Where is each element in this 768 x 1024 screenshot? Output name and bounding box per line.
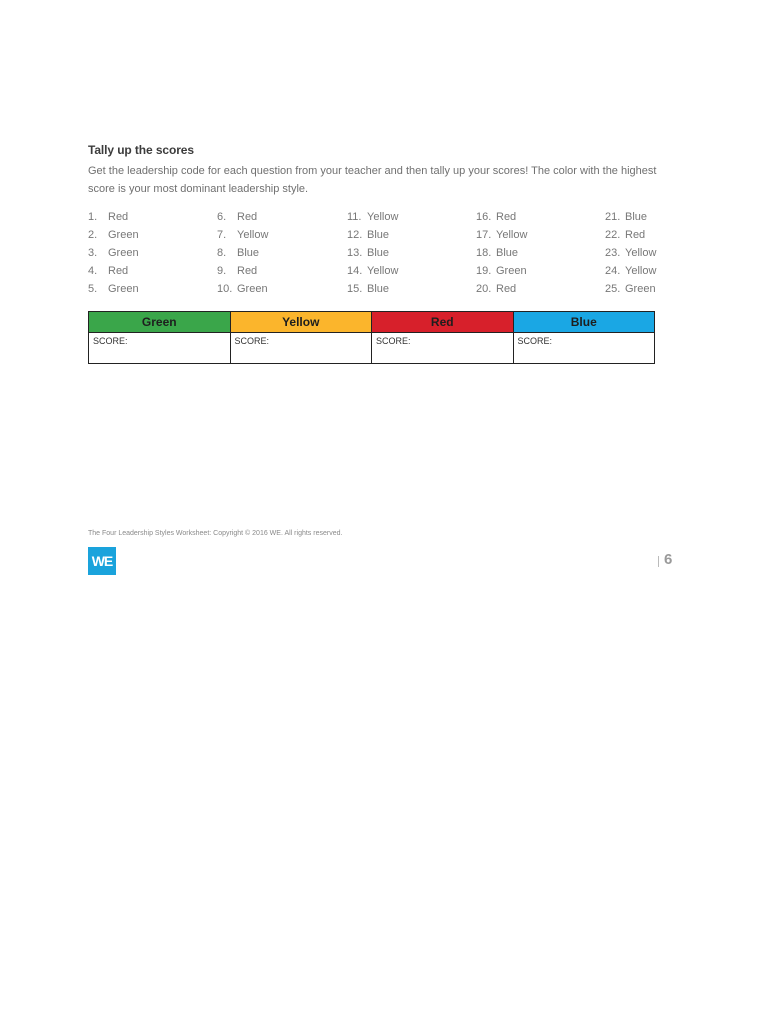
answer-color: Red	[237, 211, 258, 223]
answer-item	[217, 208, 268, 226]
answer-item	[347, 244, 398, 262]
answer-item	[88, 208, 139, 226]
answer-column-3	[347, 208, 398, 298]
answer-item	[605, 226, 656, 244]
answer-number: 6.	[217, 211, 227, 223]
answer-number: 13.	[347, 247, 363, 259]
answer-column-1	[88, 208, 139, 298]
answer-column-5	[605, 208, 656, 298]
answer-number: 20.	[476, 283, 492, 295]
answer-column-4	[476, 208, 527, 298]
answer-key	[88, 208, 668, 300]
page-number-divider	[658, 556, 659, 567]
score-header-blue: Blue	[513, 312, 655, 333]
answer-number: 24.	[605, 265, 621, 277]
answer-number: 8.	[217, 247, 227, 259]
answer-number: 25.	[605, 283, 621, 295]
answer-number: 15.	[347, 283, 363, 295]
answer-item	[605, 244, 656, 262]
answer-item	[605, 280, 656, 298]
answer-number: 21.	[605, 211, 621, 223]
score-header-green: Green	[89, 312, 231, 333]
answer-color: Blue	[625, 211, 648, 223]
answer-item	[88, 226, 139, 244]
answer-color: Green	[625, 283, 656, 295]
answer-item	[88, 244, 139, 262]
answer-item	[217, 262, 268, 280]
answer-item	[88, 262, 139, 280]
answer-color: Red	[496, 211, 517, 223]
answer-number: 11.	[347, 211, 362, 223]
answer-number: 3.	[88, 247, 98, 259]
score-header-red: Red	[372, 312, 514, 333]
answer-color: Blue	[367, 283, 390, 295]
answer-color: Yellow	[496, 229, 528, 241]
answer-color: Green	[108, 229, 139, 241]
answer-color: Green	[496, 265, 527, 277]
answer-color: Yellow	[367, 265, 399, 277]
answer-item	[476, 226, 527, 244]
answer-number: 1.	[88, 211, 98, 223]
answer-item	[476, 208, 527, 226]
answer-column-2	[217, 208, 268, 298]
answer-item	[476, 280, 527, 298]
score-table	[88, 311, 655, 364]
answer-number: 22.	[605, 229, 621, 241]
score-cell-green[interactable]: SCORE:	[89, 333, 231, 364]
answer-number: 17.	[476, 229, 492, 241]
answer-color: Blue	[367, 247, 390, 259]
answer-color: Red	[108, 211, 129, 223]
answer-item	[605, 208, 656, 226]
answer-item	[476, 262, 527, 280]
answer-item	[88, 280, 139, 298]
answer-number: 10.	[217, 283, 233, 295]
score-header-yellow: Yellow	[230, 312, 372, 333]
answer-number: 12.	[347, 229, 363, 241]
answer-item	[347, 280, 398, 298]
answer-number: 14.	[347, 265, 363, 277]
answer-number: 18.	[476, 247, 492, 259]
answer-color: Blue	[237, 247, 260, 259]
answer-item	[605, 262, 656, 280]
copyright-text: The Four Leadership Styles Worksheet: Copyright © 2016 WE. All rights reserved.	[88, 530, 343, 537]
answer-item	[476, 244, 527, 262]
answer-number: 16.	[476, 211, 492, 223]
instructions-text: Get the leadership code for each question from your teacher and then tally up your scores! The color with the highest score is your most dominant leadership style.	[88, 165, 657, 195]
page-number: 6	[664, 551, 673, 568]
answer-number: 19.	[476, 265, 492, 277]
answer-item	[217, 244, 268, 262]
answer-item	[347, 262, 398, 280]
answer-number: 2.	[88, 229, 98, 241]
answer-number: 4.	[88, 265, 98, 277]
answer-color: Yellow	[625, 265, 657, 277]
answer-color: Green	[108, 247, 139, 259]
answer-color: Blue	[367, 229, 390, 241]
answer-number: 7.	[217, 229, 227, 241]
answer-color: Red	[108, 265, 129, 277]
answer-color: Yellow	[367, 211, 399, 223]
answer-number: 5.	[88, 283, 98, 295]
score-cell-red[interactable]: SCORE:	[372, 333, 514, 364]
answer-color: Green	[108, 283, 139, 295]
answer-color: Blue	[496, 247, 519, 259]
answer-number: 23.	[605, 247, 621, 259]
score-cell-yellow[interactable]: SCORE:	[230, 333, 372, 364]
score-table-header	[89, 312, 655, 333]
answer-item	[347, 208, 398, 226]
answer-color: Yellow	[625, 247, 657, 259]
answer-item	[217, 226, 268, 244]
score-cell-blue[interactable]: SCORE:	[513, 333, 655, 364]
answer-item	[347, 226, 398, 244]
answer-color: Red	[237, 265, 258, 277]
answer-item	[217, 280, 268, 298]
we-logo: WE	[88, 547, 116, 575]
answer-color: Yellow	[237, 229, 269, 241]
answer-color: Green	[237, 283, 268, 295]
score-table-row	[89, 333, 655, 364]
answer-number: 9.	[217, 265, 227, 277]
answer-color: Red	[625, 229, 646, 241]
section-title: Tally up the scores	[88, 143, 194, 157]
answer-color: Red	[496, 283, 517, 295]
